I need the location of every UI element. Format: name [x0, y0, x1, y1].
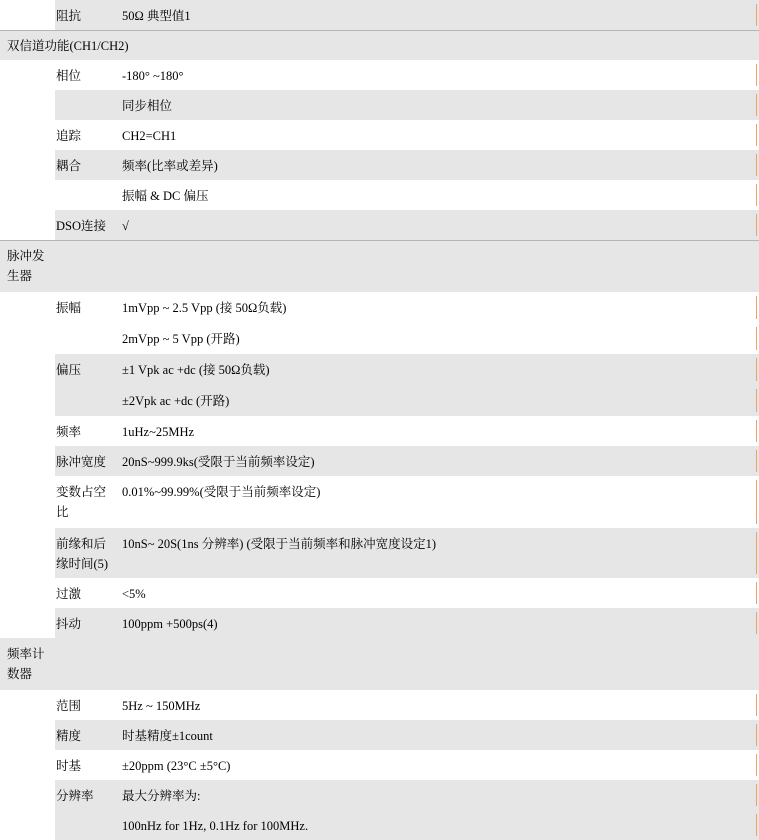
spec-value: 20nS~999.9ks(受限于当前频率设定) [122, 455, 315, 469]
spec-row [0, 120, 759, 150]
spec-label: 频率 [56, 425, 82, 439]
edge-accent [756, 327, 757, 350]
spec-row [0, 354, 759, 385]
spec-row [0, 150, 759, 180]
spec-value: <5% [122, 587, 146, 601]
section-divider [0, 30, 759, 31]
section-divider [0, 240, 759, 241]
edge-accent [756, 358, 757, 381]
spec-row [0, 0, 759, 30]
edge-accent [756, 124, 757, 146]
spec-value: CH2=CH1 [122, 129, 177, 143]
spec-label: 振幅 [56, 301, 82, 315]
row-background [0, 638, 759, 690]
edge-accent [756, 420, 757, 442]
spec-row [0, 416, 759, 446]
spec-label: 相位 [56, 69, 82, 83]
spec-value: ±1 Vpk ac +dc (接 50Ω负载) [122, 363, 270, 377]
spec-value: 100nHz for 1Hz, 0.1Hz for 100MHz. [122, 819, 309, 833]
spec-row [0, 528, 759, 578]
spec-label: 阻抗 [56, 9, 82, 23]
section-header-row [0, 30, 759, 60]
spec-row [0, 810, 759, 840]
edge-accent [756, 480, 757, 524]
spec-value: 50Ω 典型值1 [122, 9, 191, 23]
section-title: 频率计数器 [7, 647, 45, 681]
spec-row [0, 385, 759, 416]
spec-row [0, 780, 759, 810]
edge-accent [756, 612, 757, 634]
edge-accent [756, 694, 757, 716]
edge-accent [756, 389, 757, 412]
edge-accent [756, 724, 757, 746]
spec-label: 抖动 [56, 617, 82, 631]
spec-value: -180° ~180° [122, 69, 184, 83]
spec-value: 1uHz~25MHz [122, 425, 195, 439]
spec-label: 过激 [56, 587, 82, 601]
edge-accent [756, 94, 757, 116]
spec-label: 耦合 [56, 159, 82, 173]
spec-label: 范围 [56, 699, 82, 713]
spec-value: 振幅 & DC 偏压 [122, 189, 209, 203]
edge-accent [756, 214, 757, 236]
spec-row [0, 690, 759, 720]
spec-row [0, 60, 759, 90]
spec-value: 1mVpp ~ 2.5 Vpp (接 50Ω负载) [122, 301, 287, 315]
edge-accent [756, 582, 757, 604]
spec-value: √ [122, 219, 129, 233]
row-background [55, 210, 759, 240]
spec-label: 前缘和后缘时间(5) [56, 537, 109, 571]
spec-row [0, 476, 759, 528]
spec-row [0, 446, 759, 476]
spec-row [0, 90, 759, 120]
spec-row [0, 750, 759, 780]
spec-row [0, 180, 759, 210]
spec-label: DSO连接 [56, 219, 107, 233]
section-title: 双信道功能(CH1/CH2) [7, 39, 129, 53]
section-header-row [0, 240, 759, 292]
spec-row [0, 323, 759, 354]
edge-accent [756, 784, 757, 806]
spec-row [0, 578, 759, 608]
edge-accent [756, 184, 757, 206]
spec-value: 时基精度±1count [122, 729, 213, 743]
row-background [0, 240, 759, 292]
spec-row [0, 608, 759, 638]
section-header-row [0, 638, 759, 690]
section-title: 脉冲发生器 [7, 249, 45, 283]
spec-label: 追踪 [56, 129, 82, 143]
spec-value: ±20ppm (23°C ±5°C) [122, 759, 231, 773]
spec-value: 同步相位 [122, 99, 173, 113]
spec-value: 0.01%~99.99%(受限于当前频率设定) [122, 485, 321, 499]
spec-label: 分辨率 [56, 789, 94, 803]
spec-row [0, 720, 759, 750]
spec-label: 精度 [56, 729, 82, 743]
spec-value: 100ppm +500ps(4) [122, 617, 218, 631]
spec-label: 时基 [56, 759, 82, 773]
spec-value: 频率(比率或差异) [122, 159, 218, 173]
spec-value: 5Hz ~ 150MHz [122, 699, 201, 713]
edge-accent [756, 64, 757, 86]
spec-label: 偏压 [56, 363, 82, 377]
spec-row [0, 210, 759, 240]
spec-label: 变数占空比 [56, 485, 107, 519]
spec-value: 2mVpp ~ 5 Vpp (开路) [122, 332, 240, 346]
spec-row [0, 292, 759, 323]
spec-value: ±2Vpk ac +dc (开路) [122, 394, 230, 408]
edge-accent [756, 754, 757, 776]
spec-label: 脉冲宽度 [56, 455, 107, 469]
edge-accent [756, 532, 757, 574]
edge-accent [756, 814, 757, 836]
spec-value: 最大分辨率为: [122, 789, 201, 803]
edge-accent [756, 450, 757, 472]
edge-accent [756, 296, 757, 319]
edge-accent [756, 4, 757, 26]
edge-accent [756, 154, 757, 176]
spec-value: 10nS~ 20S(1ns 分辨率) (受限于当前频率和脉冲宽度设定1) [122, 537, 437, 551]
